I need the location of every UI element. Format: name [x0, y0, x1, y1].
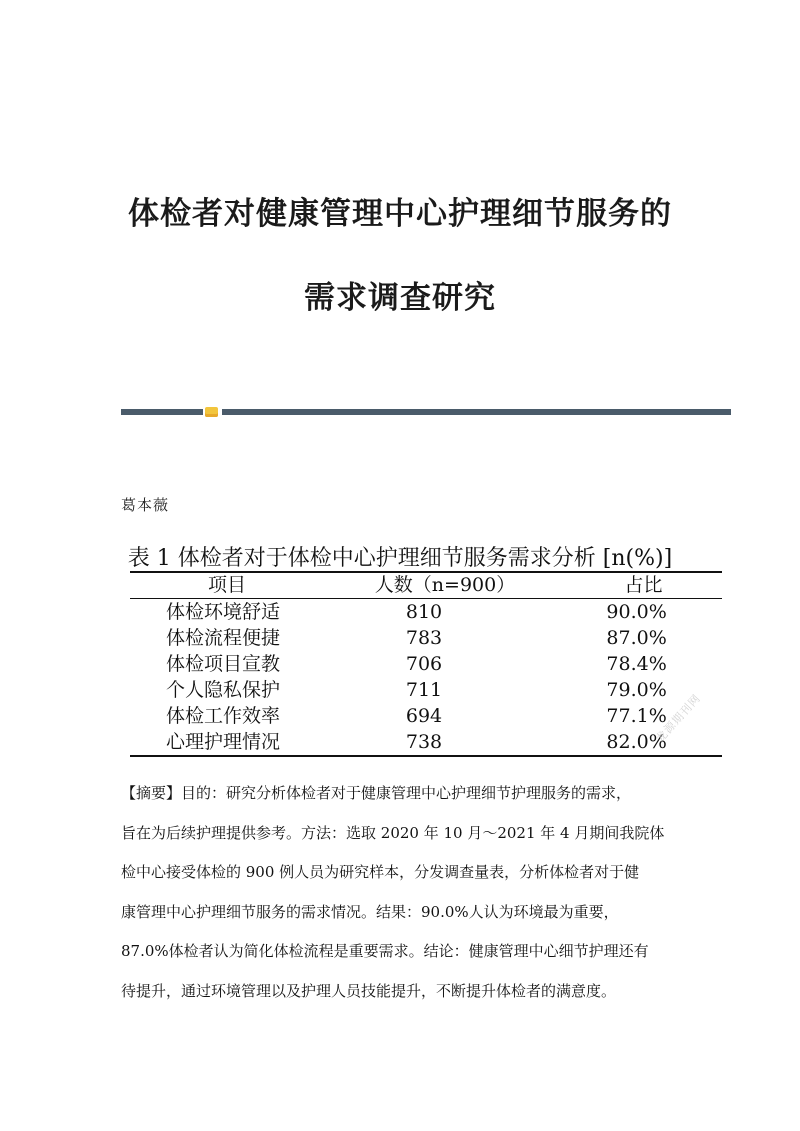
table-cell-ratio: 77.1% [606, 705, 667, 727]
divider-mark-icon [205, 407, 218, 417]
abstract-paragraph [121, 774, 696, 1011]
table-cell-count: 694 [405, 705, 443, 727]
table-cell-ratio: 82.0% [606, 731, 667, 753]
author-name: 葛本薇 [121, 496, 170, 514]
paper-title-line-1: 体检者对健康管理中心护理细节服务的 [128, 196, 672, 232]
table-row [130, 625, 722, 651]
table-cell-count: 706 [405, 653, 443, 675]
table-caption: 表 1 体检者对于体检中心护理细节服务需求分析 [n(%)] [127, 546, 673, 571]
table-cell-ratio: 90.0% [606, 601, 667, 623]
table-row [130, 599, 722, 625]
abstract-line: 康管理中心护理细节服务的需求情况。结果：90.0%人认为环境最为重要， [121, 902, 619, 921]
table-cell-count: 783 [405, 627, 443, 649]
paper-title-line-2: 需求调查研究 [304, 280, 496, 316]
table-cell-ratio: 79.0% [606, 679, 667, 701]
table-cell-ratio: 87.0% [606, 627, 667, 649]
abstract-line: 待提升，通过环境管理以及护理人员技能提升，不断提升体检者的满意度。 [121, 981, 617, 1000]
table-cell-item: 个人隐私保护 [166, 679, 281, 701]
table-header-ratio: 占比 [624, 574, 663, 596]
divider-right [222, 409, 731, 415]
abstract-line: 87.0%体检者认为简化体检流程是重要需求。结论：健康管理中心细节护理还有 [121, 942, 649, 960]
divider-left [121, 409, 203, 415]
table-cell-ratio: 78.4% [606, 653, 667, 675]
data-table [130, 571, 722, 757]
table-cell-item: 心理护理情况 [166, 731, 281, 753]
table-cell-item: 体检环境舒适 [166, 601, 281, 623]
table-cell-item: 体检项目宣教 [166, 653, 281, 675]
table-header-item: 项目 [208, 574, 247, 596]
watermark-text: 龙源期刊网 [653, 691, 704, 745]
abstract-line: 【摘要】目的：研究分析体检者对于健康管理中心护理细节护理服务的需求， [121, 784, 632, 802]
table-cell-count: 738 [405, 731, 443, 753]
table-row [130, 703, 722, 729]
table-header-row [130, 573, 722, 599]
table-cell-item: 体检流程便捷 [166, 627, 281, 649]
table-row [130, 651, 722, 677]
abstract-line: 旨在为后续护理提供参考。方法：选取 2020 年 10 月～2021 年 4 月期间我院体 [121, 823, 665, 842]
table-cell-count: 810 [405, 601, 443, 623]
table-cell-count: 711 [405, 679, 443, 701]
abstract-line: 检中心接受体检的 900 例人员为研究样本，分发调查量表，分析体检者对于健 [121, 863, 640, 881]
table-cell-item: 体检工作效率 [166, 705, 281, 727]
table-row [130, 729, 722, 755]
table-row [130, 677, 722, 703]
table-header-count: 人数（n=900） [374, 574, 516, 596]
